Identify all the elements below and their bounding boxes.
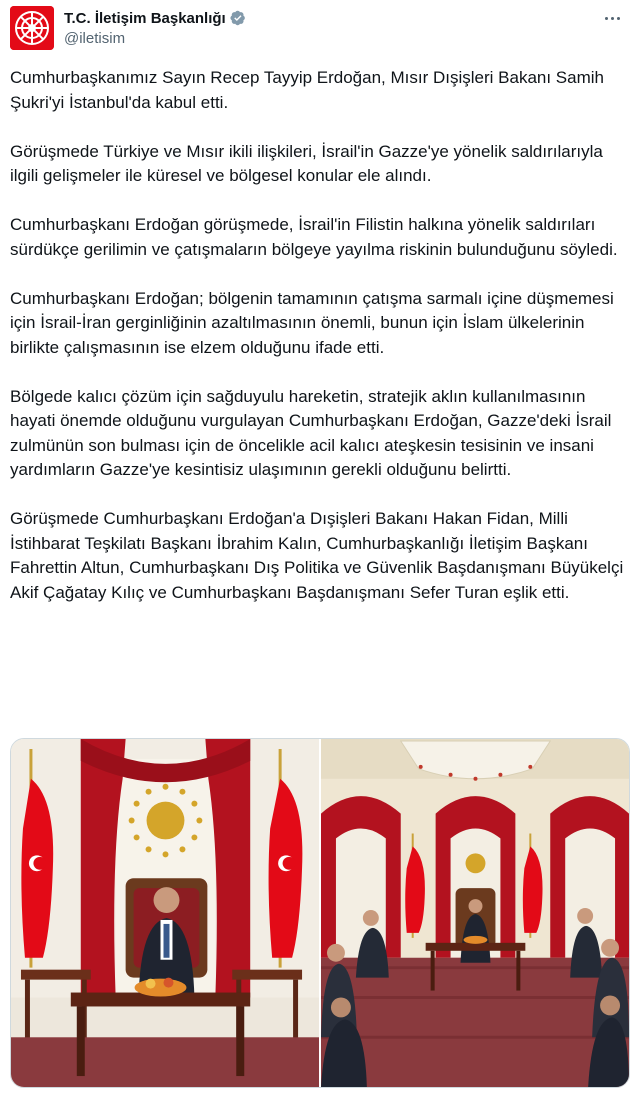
media-photo-2[interactable] [321, 739, 629, 1087]
tweet-paragraph: Bölgede kalıcı çözüm için sağduyulu hareketin, stratejik aklın kullanılmasının hayati önemde olduğunu vurgulayan Cumhurbaşkanı Erdoğan, Gazze'deki İsrail zulmünün son bulması için de öncelikle acil kalıcı ateşkesin tesisinin ve insani yardımların Gazze'ye kesintisiz ulaşımının gerekli olduğunu belirtti. [10, 386, 612, 479]
tc-iletisim-seal-icon [10, 6, 54, 50]
account-display-name[interactable]: T.C. İletişim Başkanlığı [64, 9, 226, 27]
tweet-paragraph: Cumhurbaşkanı Erdoğan; bölgenin tamamının çatışma sarmalı içine düşmemesi için İsrail-İran gerginliğinin azaltılmasının önemli, bunun için İslam ülkelerinin birlikte çalışmasının ise elzem olduğunu ifade etti. [10, 288, 614, 357]
tweet-header [10, 6, 630, 54]
media-photo-1[interactable] [11, 739, 319, 1087]
tweet-paragraph: Cumhurbaşkanımız Sayın Recep Tayyip Erdoğan, Mısır Dışişleri Bakanı Samih Şukri'yi İstanbul'da kabul etti. [10, 68, 604, 112]
tweet-media-grid [10, 738, 630, 1088]
verified-badge-icon [230, 10, 246, 26]
tweet-paragraph: Cumhurbaşkanı Erdoğan görüşmede, İsrail'in Filistin halkına yönelik saldırıları sürdükçe gerilimin ve çatışmaların bölgeye yayılma riskinin bulunduğunu söyledi. [10, 215, 618, 259]
tweet-body [10, 66, 635, 605]
account-handle[interactable]: @iletisim [64, 30, 126, 47]
account-avatar[interactable] [10, 6, 54, 50]
tweet-paragraph: Görüşmede Cumhurbaşkanı Erdoğan'a Dışişleri Bakanı Hakan Fidan, Milli İstihbarat Teşkilatı Başkanı İbrahim Kalın, Cumhurbaşkanlığı İletişim Başkanı Fahrettin Altun, Cumhurbaşkanı Dış Politika ve Güvenlik Başdanışmanı Büyükelçi Akif Çağatay Kılıç ve Cumhurbaşkanı Başdanışmanı Sefer Turan eşlik etti. [10, 509, 624, 602]
tweet-paragraph: Görüşmede Türkiye ve Mısır ikili ilişkileri, İsrail'in Gazze'ye yönelik saldırılarıyla ilgili gelişmeler ile küresel ve bölgesel konular ele alındı. [10, 141, 603, 185]
more-options-icon[interactable] [600, 8, 624, 28]
account-names [64, 8, 246, 47]
